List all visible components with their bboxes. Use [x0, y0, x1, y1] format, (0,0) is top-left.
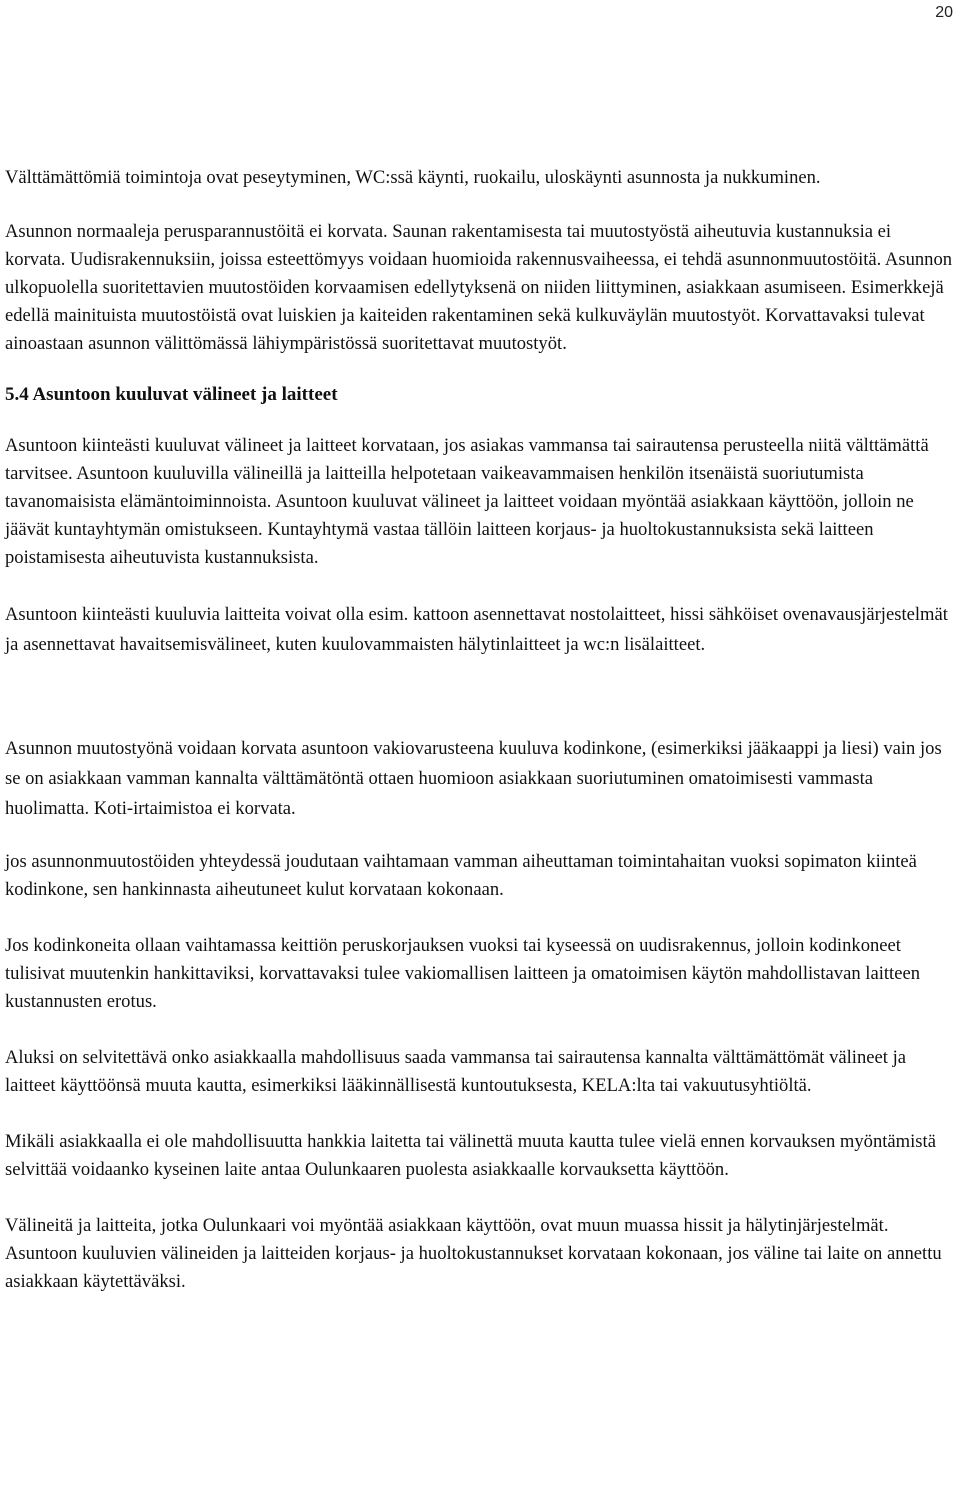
paragraph-lending: Välineitä ja laitteita, jotka Oulunkaari voi myöntää asiakkaan käyttöön, ovat muun muassa hissit ja hälytinjärjestelmät. Asuntoon kuuluvien välineiden ja laitteiden korjaus- ja huoltokustannukset korvataan kokonaan, jos väline tai laite on annettu asiakkaan käytettäväksi. [5, 1215, 942, 1292]
document-body [5, 164, 955, 1296]
paragraph-kitchen-renovation: Jos kodinkoneita ollaan vaihtamassa keittiön peruskorjauksen vuoksi tai kyseessä on uudisrakennus, jolloin kodinkoneet tulisivat muutenkin hankittaviksi, korvattavaksi tulee vakiomallisen laitteen ja omatoimisen käytön mahdollistavan laitteen kustannusten erotus. [5, 935, 921, 1012]
paragraph-appliance-replacement: jos asunnonmuutostöiden yhteydessä joudutaan vaihtamaan vamman aiheuttaman toimintahaitan vuoksi sopimaton kiinteä kodinkone, sen hankinnasta aiheutuneet kulut korvataan kokonaan. [5, 851, 917, 900]
paragraph-essential-functions: Välttämättömiä toimintoja ovat peseytyminen, WC:ssä käynti, ruokailu, uloskäynti asunnosta ja nukkuminen. [5, 167, 821, 188]
paragraph-fixed-equipment: Asuntoon kiinteästi kuuluvat välineet ja laitteet korvataan, jos asiakas vammansa tai sairautensa perusteella niitä välttämättä tarvitsee. Asuntoon kuuluvilla välineillä ja laitteilla helpotetaan vaikeavammaisen henkilön itsenäistä suoriutumista tavanomaisista elämäntoiminnoista. Asuntoon kuuluvat välineet ja laitteet voidaan myöntää asiakkaan käyttöön, jolloin ne jäävät kuntayhtymän omistukseen. Kuntayhtymä vastaa tällöin laitteen korjaus- ja huoltokustannuksista sekä laitteen poistamisesta aiheutuvista kustannuksista. [5, 435, 929, 568]
paragraph-other-sources: Aluksi on selvitettävä onko asiakkaalla mahdollisuus saada vammansa tai sairautensa kannalta välttämättömät välineet ja laitteet käyttöönsä muuta kautta, esimerkiksi lääkinnällisestä kuntoutuksesta, KELA:lta tai vakuutusyhtiöltä. [5, 1047, 906, 1096]
paragraph-renovation-costs: Asunnon normaaleja perusparannustöitä ei korvata. Saunan rakentamisesta tai muutostyöstä aiheutuvia kustannuksia ei korvata. Uudisrakennuksiin, joissa esteettömyys voidaan huomioida rakennusvaiheessa, ei tehdä asunnonmuutostöitä. Asunnon ulkopuolella suoritettavien muutostöiden korvaamisen edellytyksenä on niiden liittyminen, asiakkaan asumiseen. Esimerkkejä edellä mainituista muutostöistä ovat luiskien ja kaiteiden rakentaminen sekä kulkuväylän muutostyöt. Korvattavaksi tulevat ainoastaan asunnon välittömässä lähiympäristössä suoritettavat muutostyöt. [5, 221, 953, 354]
page-number: 20 [935, 4, 953, 21]
paragraph-appliance: Asunnon muutostyönä voidaan korvata asuntoon vakiovarusteena kuuluva kodinkone, (esimerkiksi jääkaappi ja liesi) vain jos se on asiakkaan vamman kannalta välttämätöntä ottaen huomioon asiakkaan suoriutuminen omatoimisesti vammasta huolimatta. Koti-irtaimistoa ei korvata. [5, 738, 942, 819]
paragraph-equipment-examples: Asuntoon kiinteästi kuuluvia laitteita voivat olla esim. kattoon asennettavat nostolaitteet, hissi sähköiset ovenavausjärjestelmät ja asennettavat havaitsemisvälineet, kuten kuulovammaisten hälytinlaitteet ja wc:n lisälaitteet. [5, 604, 948, 655]
paragraph-free-use: Mikäli asiakkaalla ei ole mahdollisuutta hankkia laitetta tai välinettä muuta kautta tulee vielä ennen korvauksen myöntämistä selvittää voidaanko kyseinen laite antaa Oulunkaaren puolesta asiakkaalle korvauksetta käyttöön. [5, 1131, 936, 1180]
section-heading: 5.4 Asuntoon kuuluvat välineet ja laitteet [5, 384, 338, 405]
